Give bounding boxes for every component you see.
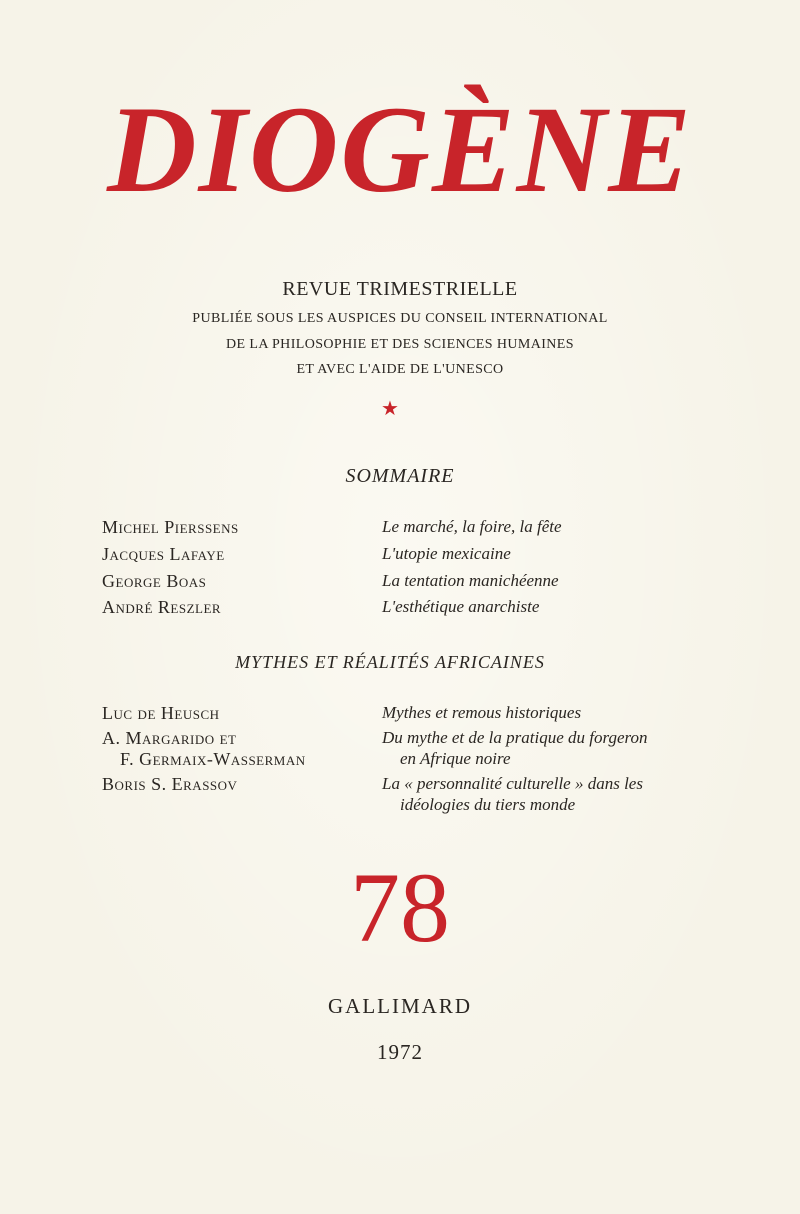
- subtitle-line-2: DE LA PHILOSOPHIE ET DES SCIENCES HUMAINES: [226, 337, 574, 352]
- publication-year: 1972: [377, 1040, 423, 1064]
- toc-title: L'esthétique anarchiste: [382, 597, 540, 616]
- toc-author: Boris S. Erassov: [102, 774, 238, 794]
- toc-title: L'utopie mexicaine: [382, 544, 511, 563]
- subtitle-line-3: ET AVEC L'AIDE DE L'UNESCO: [296, 362, 504, 377]
- toc-author: A. Margarido et: [102, 728, 237, 748]
- toc-author: F. Germaix-Wasserman: [120, 749, 306, 769]
- journal-title: DIOGÈNE: [107, 81, 693, 218]
- journal-subtitle: REVUE TRIMESTRIELLE: [282, 278, 518, 300]
- toc-author: Luc de Heusch: [102, 703, 220, 723]
- section-heading: MYTHES ET RÉALITÉS AFRICAINES: [235, 652, 545, 672]
- publisher-name: GALLIMARD: [328, 994, 472, 1018]
- star-icon: ★: [381, 396, 399, 420]
- toc-title: idéologies du tiers monde: [400, 795, 576, 814]
- toc-author: Jacques Lafaye: [102, 544, 225, 564]
- toc-title: Le marché, la foire, la fête: [382, 517, 562, 536]
- toc-title: La « personnalité culturelle » dans les: [382, 774, 643, 793]
- issue-number: 78: [350, 852, 450, 963]
- subtitle-line-1: PUBLIÉE SOUS LES AUSPICES DU CONSEIL INTERNATIONAL: [192, 311, 608, 326]
- toc-author: Michel Pierssens: [102, 517, 239, 537]
- toc-title: Mythes et remous historiques: [382, 703, 582, 722]
- sommaire-heading: SOMMAIRE: [345, 465, 455, 487]
- toc-author: André Reszler: [102, 597, 222, 617]
- toc-title: La tentation manichéenne: [382, 571, 559, 590]
- toc-title: Du mythe et de la pratique du forgeron: [382, 728, 648, 747]
- toc-author: George Boas: [102, 571, 207, 591]
- toc-title: en Afrique noire: [400, 749, 511, 768]
